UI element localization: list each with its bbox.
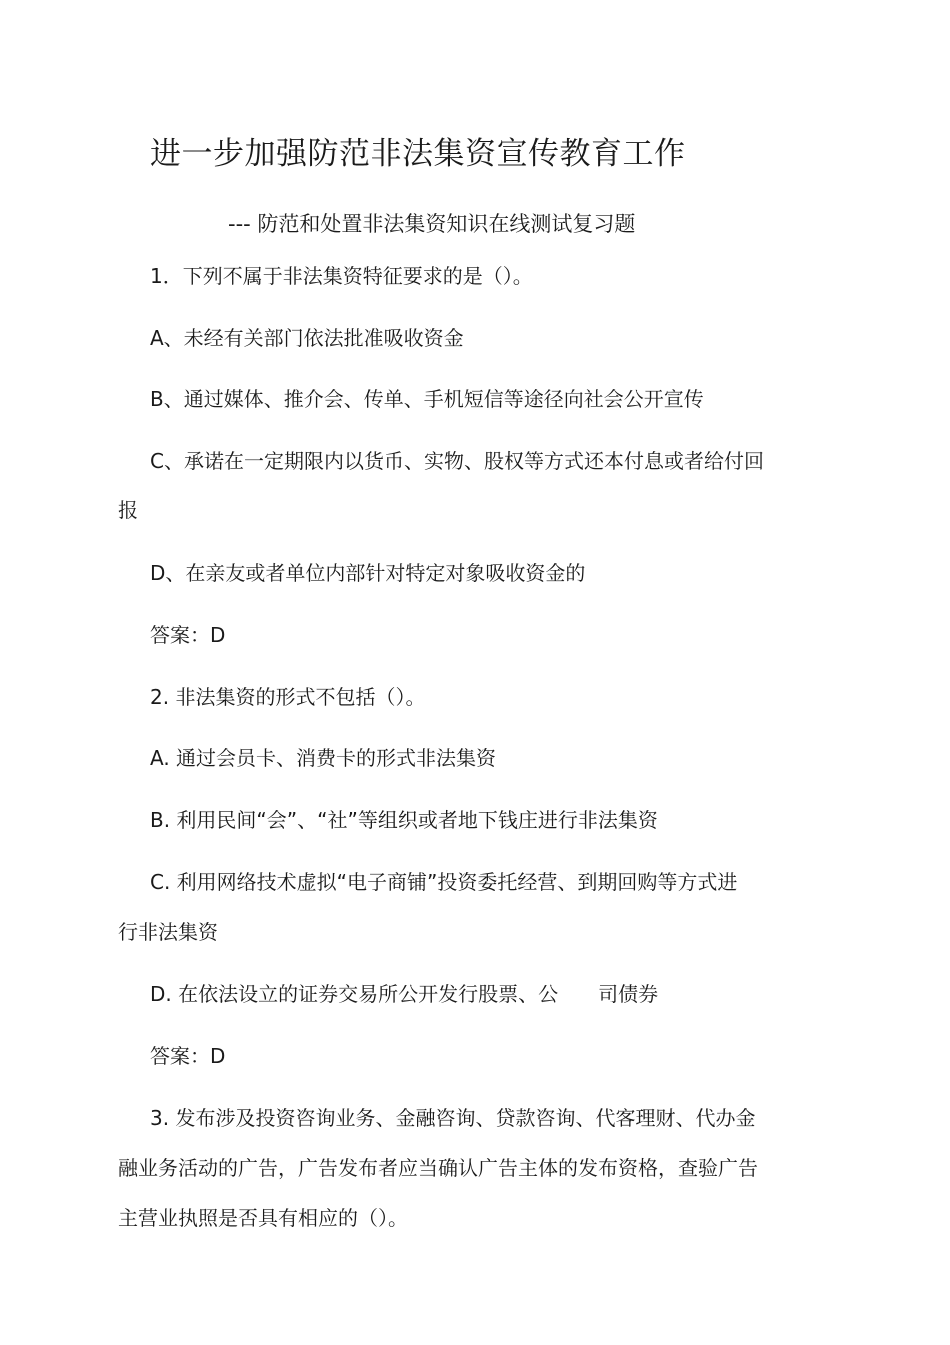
question-3-line1: 3. 发布涉及投资咨询业务、金融咨询、贷款咨询、代客理财、代办金 [150, 1106, 756, 1130]
q1-option-c-line2: 报 [118, 498, 138, 522]
q2-option-c-line2: 行非法集资 [118, 920, 218, 944]
q2-option-d [150, 981, 658, 1007]
q1-option-d: D、在亲友或者单位内部针对特定对象吸收资金的 [150, 561, 586, 585]
q1-option-a: A、未经有关部门依法批准吸收资金 [150, 326, 464, 350]
q2-option-a: A. 通过会员卡、消费卡的形式非法集资 [150, 746, 497, 770]
page-subtitle: --- 防范和处置非法集资知识在线测试复习题 [228, 212, 636, 236]
q2-answer: 答案：D [150, 1044, 226, 1068]
q2-option-b: B. 利用民间“会”、“社”等组织或者地下钱庄进行非法集资 [150, 808, 658, 832]
q1-option-c-line1: C、承诺在一定期限内以货币、实物、股权等方式还本付息或者给付回 [150, 449, 764, 473]
question-1: 1．下列不属于非法集资特征要求的是（）。 [150, 264, 533, 288]
question-3-line3: 主营业执照是否具有相应的（）。 [118, 1206, 408, 1230]
question-2: 2. 非法集资的形式不包括（）。 [150, 685, 426, 709]
q2-option-d-part1: D. 在依法设立的证券交易所公开发行股票、公 [150, 982, 559, 1006]
q2-option-c-line1: C. 利用网络技术虚拟“电子商铺”投资委托经营、到期回购等方式进 [150, 870, 738, 894]
q1-option-b: B、通过媒体、推介会、传单、手机短信等途径向社会公开宣传 [150, 387, 704, 411]
q1-answer: 答案：D [150, 623, 226, 647]
page-title: 进一步加强防范非法集资宣传教育工作 [150, 136, 686, 172]
question-3-line2: 融业务活动的广告，广告发布者应当确认广告主体的发布资格，查验广告 [118, 1156, 758, 1180]
q2-option-d-part2: 司债券 [598, 982, 659, 1006]
